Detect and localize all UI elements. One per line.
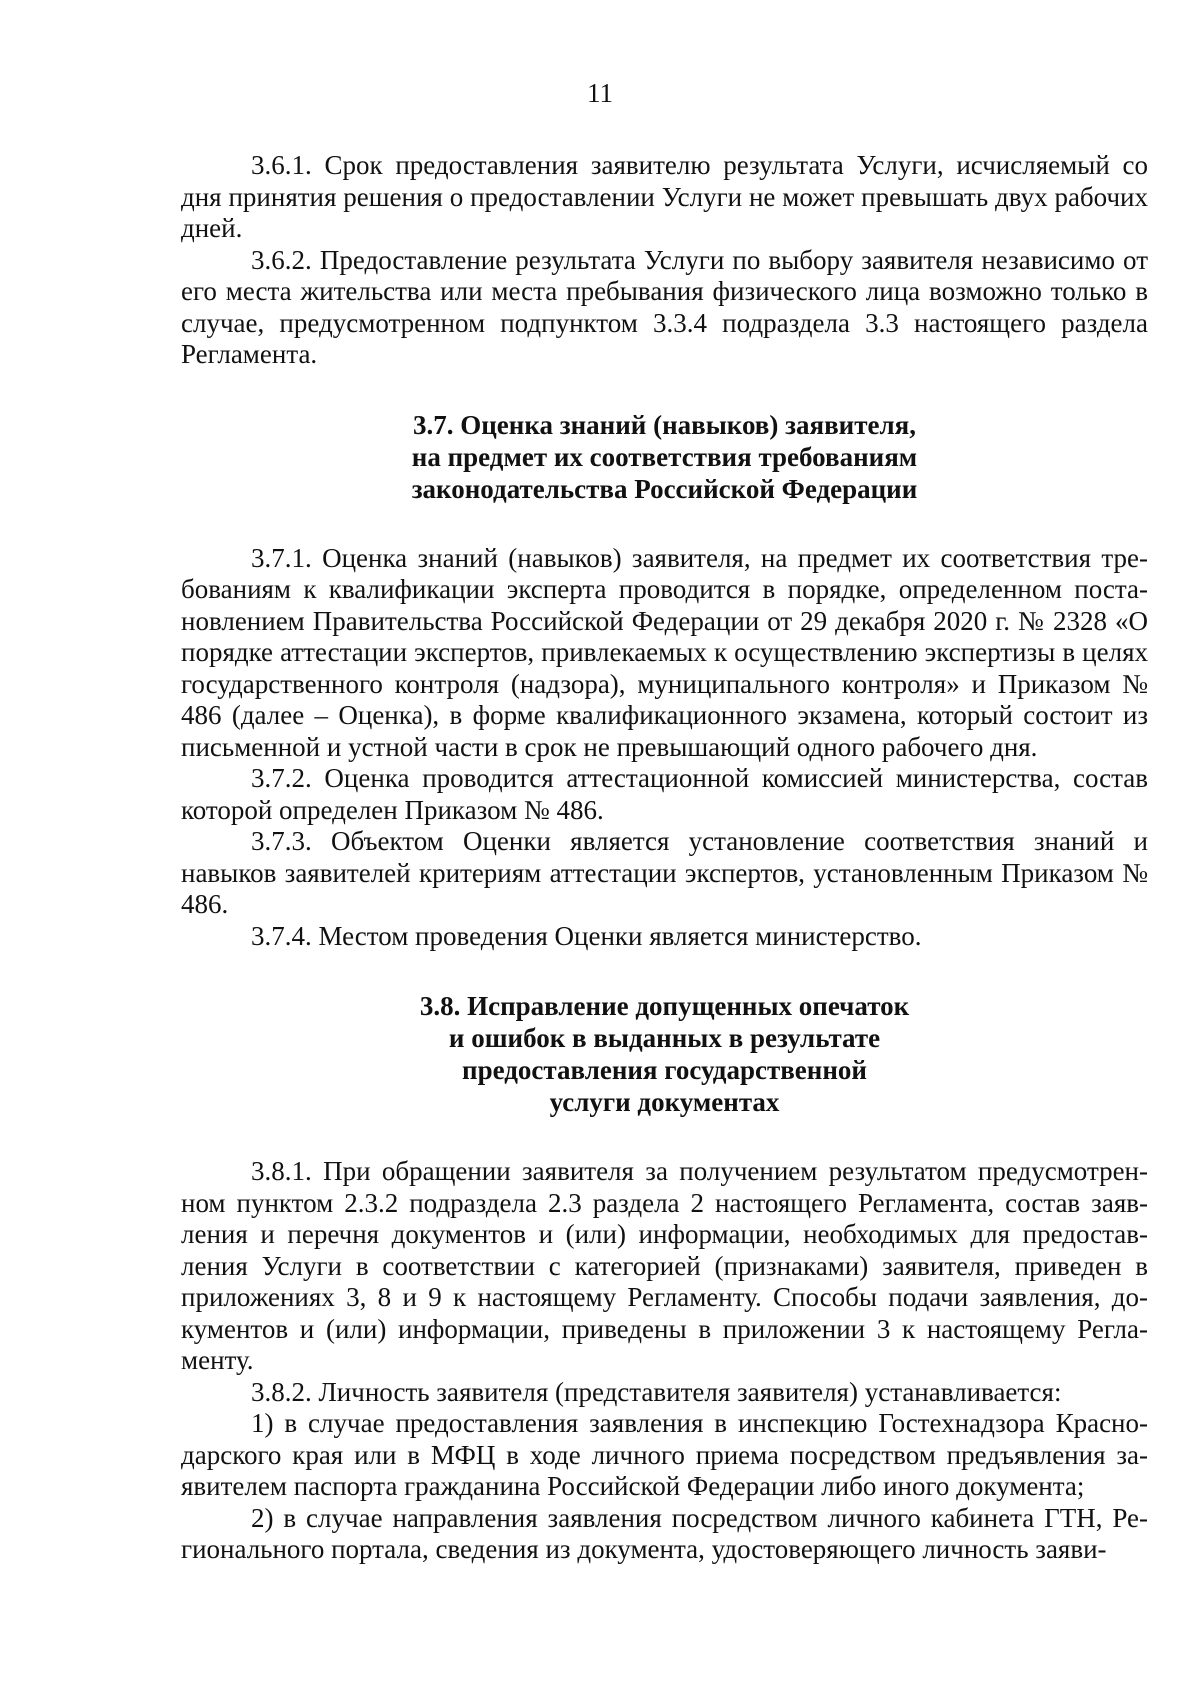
heading-line: и ошибок в выданных в результате	[448, 1023, 881, 1053]
section-3-8-body	[181, 1156, 1148, 1566]
heading-line: на предмет их соответствия требованиям	[411, 441, 918, 472]
section-heading-3-7	[181, 409, 1148, 505]
heading-line: 3.7. Оценка знаний (навыков) заявителя,	[413, 409, 916, 440]
heading-line: 3.8. Исправление допущенных опечаток	[419, 991, 910, 1021]
paragraph-3-8-1: 3.8.1. При обращении заявителя за получением результатом предусмотренном пунктом 2.3.2 подраздела 2.3 раздела 2 настоящего Регламента, состав заявления и перечня документов и (или) информации, необходимых для предоставления Услуги в соответствии с категорией (признаками) заявителя, приведен в приложениях 3, 8 и 9 к настоящему Регламенту. Способы подачи заявления, документов и (или) информации, приведены в приложении 3 к настоящему Регламенту.	[181, 1156, 1148, 1375]
heading-line: законодательства Российской Федерации	[411, 473, 918, 504]
paragraph-3-7-4: 3.7.4. Местом проведения Оценки является министерство.	[251, 920, 922, 951]
paragraph-3-7-3: 3.7.3. Объектом Оценки является установление соответствия знаний и навыков заявителей критериям аттестации экспертов, установленным Приказом № 486.	[181, 826, 1148, 919]
heading-line: услуги документах	[549, 1087, 780, 1117]
section-heading-3-8	[181, 990, 1148, 1118]
document-body	[181, 150, 1148, 1566]
section-3-7-body	[181, 543, 1148, 953]
paragraph-3-6-2: 3.6.2. Предоставление результата Услуги по выбору заявителя независимо от его места жительства или места пребывания физического лица возможно только в случае, предусмотренном подпунктом 3.3.4 подраздела 3.3 настоящего раздела Регламента.	[181, 244, 1148, 369]
list-item-1: 1) в случае предоставления заявления в инспекцию Гостехнадзора Краснодарского края или в МФЦ в ходе личного приема посредством предъявления заявителем паспорта гражданина Российской Федерации либо иного документа;	[181, 1408, 1148, 1501]
paragraph-3-6-1: 3.6.1. Срок предоставления заявителю результата Услуги, исчисляемый со дня принятия решения о предоставлении Услуги не может превышать двух рабочих дней.	[181, 150, 1148, 243]
paragraph-3-7-2: 3.7.2. Оценка проводится аттестационной комиссией министерства, состав которой определен Приказом № 486.	[181, 763, 1148, 825]
page-number: 11	[587, 78, 613, 108]
list-item-2: 2) в случае направления заявления посредством личного кабинета ГТН, Регионального портала, сведения из документа, удостоверяющего личность заяви-	[181, 1502, 1148, 1564]
paragraph-3-7-1: 3.7.1. Оценка знаний (навыков) заявителя, на предмет их соответствия требованиям к квалификации эксперта проводится в порядке, определенном постановлением Правительства Российской Федерации от 29 декабря 2020 г. № 2328 «О порядке аттестации экспертов, привлекаемых к осуществлению экспертизы в целях государственного контроля (надзора), муниципального контроля» и Приказом № 486 (далее – Оценка), в форме квалификационного экзамена, который состоит из письменной и устной части в срок не превышающий одного рабочего дня.	[181, 542, 1148, 762]
paragraph-3-8-2: 3.8.2. Личность заявителя (представителя заявителя) устанавливается:	[251, 1376, 1062, 1407]
heading-line: предоставления государственной	[462, 1055, 867, 1085]
